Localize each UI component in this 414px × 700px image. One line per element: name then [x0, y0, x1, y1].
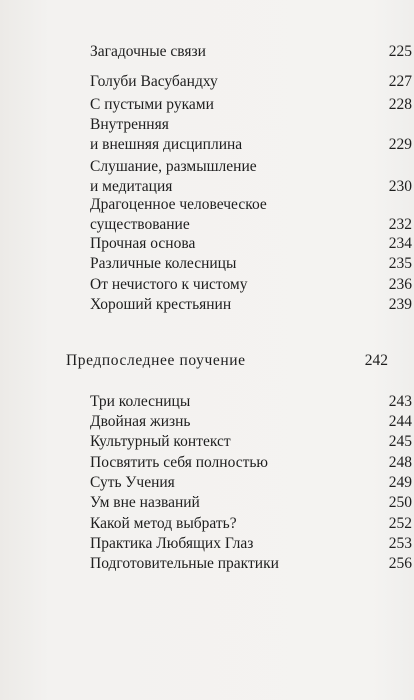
toc-entry-page: 229	[388, 136, 412, 153]
toc-entry	[90, 157, 412, 197]
toc-entry	[90, 195, 412, 235]
toc-entry-page: 253	[388, 535, 412, 552]
toc-section-page: 242	[364, 352, 388, 369]
toc-entry-title: Посвятить себя полностью	[90, 454, 269, 471]
toc-entry	[90, 254, 412, 274]
toc-entry-title: Различные колесницы	[90, 255, 237, 272]
toc-entry-page: 250	[388, 494, 412, 511]
toc-entry-page: 227	[388, 73, 412, 90]
toc-entry-title: Подготовительные практики	[90, 555, 279, 572]
toc-section-title: Предпоследнее поучение	[66, 352, 246, 369]
toc-entry	[90, 95, 412, 115]
toc-entry-page: 239	[388, 296, 412, 313]
toc-entry-page: 252	[388, 515, 412, 532]
toc-entry-title: Ум вне названий	[90, 494, 200, 511]
toc-entry-title: Двойная жизнь	[90, 413, 191, 430]
toc-entry-title: Прочная основа	[90, 235, 196, 252]
toc-entry-title: Загадочные связи	[90, 43, 206, 60]
toc-entry-title: Суть Учения	[90, 474, 175, 491]
toc-entry-title: Слушание, размышление	[90, 158, 257, 175]
toc-entry-title: существование	[90, 216, 190, 233]
toc-entry-page: 249	[388, 474, 412, 491]
toc-entry-title: Культурный контекст	[90, 433, 231, 450]
toc-entry-page: 235	[388, 255, 412, 272]
toc-entry-title: Хороший крестьянин	[90, 296, 232, 313]
toc-entry-page: 245	[388, 433, 412, 450]
toc-entry-title: Драгоценное человеческое	[90, 196, 267, 213]
toc-entry-title: От нечистого к чистому	[90, 276, 248, 293]
toc-entry-title: Три колесницы	[90, 393, 191, 410]
toc-entry-title: Практика Любящих Глаз	[90, 535, 254, 552]
toc-entry-page: 234	[388, 235, 412, 252]
toc-entry-title: и медитация	[90, 178, 173, 195]
toc-entry-page: 243	[388, 393, 412, 410]
toc-entry-page: 228	[388, 96, 412, 113]
toc-entry-page: 244	[388, 413, 412, 430]
toc-entry	[90, 72, 412, 92]
toc-entry	[90, 534, 412, 554]
toc-entry-page: 248	[388, 454, 412, 471]
toc-entry	[90, 275, 412, 295]
toc-entry-title: Голуби Васубандху	[90, 73, 218, 90]
toc-entry	[90, 42, 412, 62]
toc-entry-page: 230	[388, 178, 412, 195]
toc-entry-page: 232	[388, 216, 412, 233]
toc-entry-title: и внешняя дисциплина	[90, 136, 243, 153]
toc-entry	[90, 554, 412, 574]
toc-entry	[90, 493, 412, 513]
toc-entry	[90, 514, 412, 534]
toc-entry	[90, 295, 412, 315]
toc-entry	[90, 432, 412, 452]
toc-entry-title: С пустыми руками	[90, 96, 214, 113]
toc-entry-title: Внутренняя	[90, 116, 169, 133]
toc-entry-title: Какой метод выбрать?	[90, 515, 237, 532]
toc-entry	[90, 453, 412, 473]
toc-entry	[90, 234, 412, 254]
toc-entry	[90, 412, 412, 432]
toc-entry	[90, 115, 412, 155]
toc-entry	[90, 392, 412, 412]
toc-entry	[90, 473, 412, 493]
toc-entry-page: 236	[388, 276, 412, 293]
toc-section-heading	[66, 351, 388, 371]
toc-entry-page: 225	[388, 43, 412, 60]
toc-entry-page: 256	[388, 555, 412, 572]
